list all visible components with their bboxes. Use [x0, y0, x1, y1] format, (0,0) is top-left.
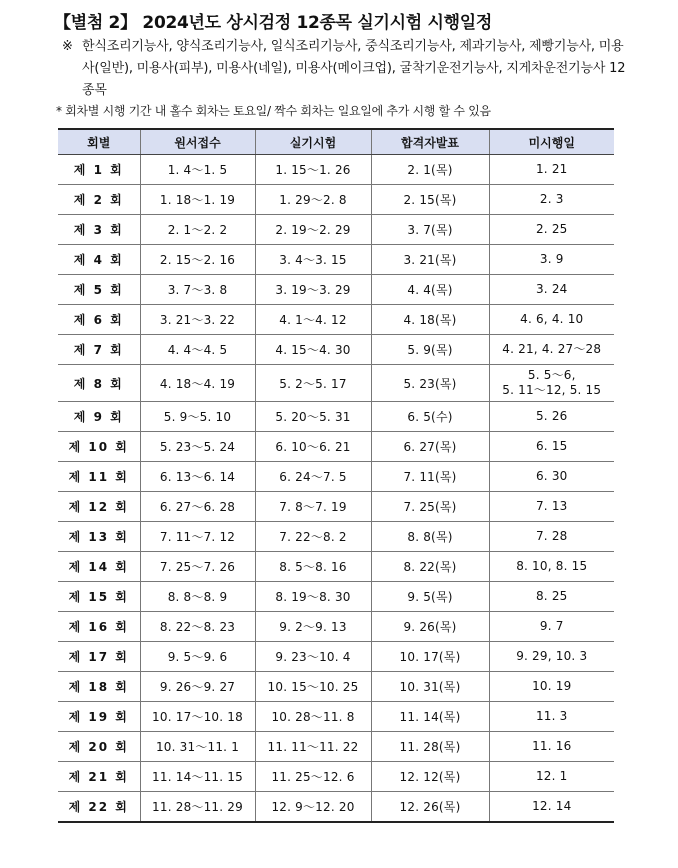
table-row: [58, 672, 614, 702]
round-cell: 제 17 회: [58, 642, 140, 672]
application-period-cell: 11. 14～11. 15: [140, 762, 255, 792]
round-cell: 제 11 회: [58, 462, 140, 492]
non-exam-days-cell: [489, 245, 614, 275]
application-period-cell: 8. 22～8. 23: [140, 612, 255, 642]
exam-period-cell: 11. 11～11. 22: [255, 732, 371, 762]
round-cell: 제 8 회: [58, 365, 140, 402]
page-title: 【별첨 2】 2024년도 상시검정 12종목 실기시험 시행일정: [54, 13, 493, 33]
exam-period-cell: 5. 20～5. 31: [255, 402, 371, 432]
round-cell: 제 20 회: [58, 732, 140, 762]
application-period-cell: 11. 28～11. 29: [140, 792, 255, 823]
non-exam-day-text: 3. 24: [535, 282, 568, 296]
table-row: [58, 432, 614, 462]
header-practical-exam: 실기시험: [255, 129, 371, 155]
round-cell: 제 7 회: [58, 335, 140, 365]
non-exam-days-cell: [489, 792, 614, 823]
round-cell: 제 18 회: [58, 672, 140, 702]
exam-period-cell: 10. 28～11. 8: [255, 702, 371, 732]
application-period-cell: 2. 15～2. 16: [140, 245, 255, 275]
header-application: 원서접수: [140, 129, 255, 155]
exam-period-cell: 12. 9～12. 20: [255, 792, 371, 823]
result-date-cell: 3. 7(목): [371, 215, 489, 245]
non-exam-day-text: 12. 1: [535, 769, 568, 783]
additional-session-note: * 회차별 시행 기간 내 홀수 회차는 토요일/ 짝수 회차는 일요일에 추가 시행 할 수 있음: [56, 104, 491, 118]
exam-period-cell: 4. 1～4. 12: [255, 305, 371, 335]
round-cell: 제 19 회: [58, 702, 140, 732]
round-cell: 제 15 회: [58, 582, 140, 612]
result-date-cell: 2. 15(목): [371, 185, 489, 215]
round-cell: 제 16 회: [58, 612, 140, 642]
result-date-cell: 5. 9(목): [371, 335, 489, 365]
result-date-cell: 4. 18(목): [371, 305, 489, 335]
target-items-note: [62, 36, 632, 102]
application-period-cell: 6. 13～6. 14: [140, 462, 255, 492]
application-period-cell: 8. 8～8. 9: [140, 582, 255, 612]
non-exam-day-text: 5. 11～12, 5. 15: [502, 383, 602, 397]
non-exam-days-cell: [489, 732, 614, 762]
non-exam-day-text: 5. 26: [535, 409, 568, 423]
round-cell: 제 3 회: [58, 215, 140, 245]
non-exam-days-cell: [489, 335, 614, 365]
table-row: [58, 552, 614, 582]
application-period-cell: 4. 4～4. 5: [140, 335, 255, 365]
round-cell: 제 13 회: [58, 522, 140, 552]
non-exam-day-text: 6. 30: [535, 469, 568, 483]
application-period-cell: 9. 26～9. 27: [140, 672, 255, 702]
table-row: [58, 335, 614, 365]
non-exam-day-text: 2. 25: [535, 222, 568, 236]
exam-period-cell: 9. 23～10. 4: [255, 642, 371, 672]
non-exam-day-text: 2. 3: [539, 192, 564, 206]
round-cell: 제 10 회: [58, 432, 140, 462]
non-exam-days-cell: [489, 215, 614, 245]
exam-period-cell: 6. 10～6. 21: [255, 432, 371, 462]
application-period-cell: 3. 7～3. 8: [140, 275, 255, 305]
non-exam-day-text: 4. 6, 4. 10: [520, 312, 584, 326]
result-date-cell: 11. 14(목): [371, 702, 489, 732]
non-exam-days-cell: [489, 702, 614, 732]
non-exam-days-cell: [489, 492, 614, 522]
application-period-cell: 4. 18～4. 19: [140, 365, 255, 402]
result-date-cell: 5. 23(목): [371, 365, 489, 402]
exam-period-cell: 2. 19～2. 29: [255, 215, 371, 245]
application-period-cell: 10. 31～11. 1: [140, 732, 255, 762]
exam-period-cell: 8. 19～8. 30: [255, 582, 371, 612]
table-row: [58, 305, 614, 335]
non-exam-days-cell: [489, 762, 614, 792]
round-cell: 제 12 회: [58, 492, 140, 522]
exam-period-cell: 7. 22～8. 2: [255, 522, 371, 552]
non-exam-days-cell: [489, 185, 614, 215]
table-row: [58, 462, 614, 492]
application-period-cell: 10. 17～10. 18: [140, 702, 255, 732]
round-cell: 제 4 회: [58, 245, 140, 275]
table-row: [58, 492, 614, 522]
result-date-cell: 12. 26(목): [371, 792, 489, 823]
table-row: [58, 702, 614, 732]
table-row: [58, 732, 614, 762]
table-row: [58, 582, 614, 612]
exam-period-cell: 7. 8～7. 19: [255, 492, 371, 522]
result-date-cell: 4. 4(목): [371, 275, 489, 305]
header-non-exam-days: 미시행일: [489, 129, 614, 155]
round-cell: 제 2 회: [58, 185, 140, 215]
application-period-cell: 7. 25～7. 26: [140, 552, 255, 582]
non-exam-day-text: 1. 21: [535, 162, 568, 176]
non-exam-day-text: 8. 10, 8. 15: [516, 559, 588, 573]
non-exam-day-text: 9. 7: [539, 619, 564, 633]
non-exam-day-text: 11. 16: [532, 739, 572, 753]
round-cell: 제 5 회: [58, 275, 140, 305]
round-cell: 제 22 회: [58, 792, 140, 823]
non-exam-day-text: 3. 9: [539, 252, 564, 266]
table-row: [58, 155, 614, 185]
exam-period-cell: 11. 25～12. 6: [255, 762, 371, 792]
table-header-row: [58, 129, 614, 155]
exam-period-cell: 3. 19～3. 29: [255, 275, 371, 305]
non-exam-days-cell: [489, 432, 614, 462]
result-date-cell: 6. 27(목): [371, 432, 489, 462]
result-date-cell: 7. 25(목): [371, 492, 489, 522]
non-exam-days-cell: [489, 462, 614, 492]
application-period-cell: 5. 9～5. 10: [140, 402, 255, 432]
result-date-cell: 10. 17(목): [371, 642, 489, 672]
result-date-cell: 7. 11(목): [371, 462, 489, 492]
non-exam-day-text: 7. 13: [535, 499, 568, 513]
result-date-cell: 10. 31(목): [371, 672, 489, 702]
non-exam-days-cell: [489, 155, 614, 185]
non-exam-days-cell: [489, 612, 614, 642]
result-date-cell: 2. 1(목): [371, 155, 489, 185]
application-period-cell: 7. 11～7. 12: [140, 522, 255, 552]
table-row: [58, 275, 614, 305]
result-date-cell: 3. 21(목): [371, 245, 489, 275]
round-cell: 제 9 회: [58, 402, 140, 432]
table-row: [58, 762, 614, 792]
table-row: [58, 792, 614, 823]
result-date-cell: 11. 28(목): [371, 732, 489, 762]
result-date-cell: 9. 26(목): [371, 612, 489, 642]
application-period-cell: 2. 1～2. 2: [140, 215, 255, 245]
exam-period-cell: 3. 4～3. 15: [255, 245, 371, 275]
non-exam-days-cell: [489, 305, 614, 335]
non-exam-day-text: 6. 15: [535, 439, 568, 453]
result-date-cell: 9. 5(목): [371, 582, 489, 612]
table-row: [58, 402, 614, 432]
exam-period-cell: 1. 29～2. 8: [255, 185, 371, 215]
non-exam-day-text: 4. 21, 4. 27～28: [502, 342, 602, 356]
round-cell: 제 21 회: [58, 762, 140, 792]
round-cell: 제 6 회: [58, 305, 140, 335]
non-exam-days-cell: [489, 275, 614, 305]
round-cell: 제 14 회: [58, 552, 140, 582]
table-row: [58, 185, 614, 215]
table-row: [58, 365, 614, 402]
non-exam-day-text: 10. 19: [532, 679, 572, 693]
application-period-cell: 9. 5～9. 6: [140, 642, 255, 672]
exam-period-cell: 1. 15～1. 26: [255, 155, 371, 185]
application-period-cell: 5. 23～5. 24: [140, 432, 255, 462]
schedule-table: [58, 128, 614, 823]
non-exam-day-text: 7. 28: [535, 529, 568, 543]
non-exam-days-cell: [489, 402, 614, 432]
exam-period-cell: 8. 5～8. 16: [255, 552, 371, 582]
header-round: 회별: [58, 129, 140, 155]
non-exam-day-text: 8. 25: [535, 589, 568, 603]
round-cell: 제 1 회: [58, 155, 140, 185]
table-row: [58, 215, 614, 245]
non-exam-days-cell: [489, 582, 614, 612]
result-date-cell: 6. 5(수): [371, 402, 489, 432]
non-exam-days-cell: [489, 552, 614, 582]
table-body: [58, 155, 614, 823]
exam-period-cell: 9. 2～9. 13: [255, 612, 371, 642]
exam-period-cell: 10. 15～10. 25: [255, 672, 371, 702]
application-period-cell: 3. 21～3. 22: [140, 305, 255, 335]
table-row: [58, 522, 614, 552]
application-period-cell: 1. 4～1. 5: [140, 155, 255, 185]
result-date-cell: 8. 8(목): [371, 522, 489, 552]
note-reference-mark: ※: [62, 39, 73, 54]
table-row: [58, 642, 614, 672]
result-date-cell: 8. 22(목): [371, 552, 489, 582]
table-row: [58, 245, 614, 275]
header-result-announcement: 합격자발표: [371, 129, 489, 155]
non-exam-day-text: 11. 3: [535, 709, 568, 723]
exam-period-cell: 6. 24～7. 5: [255, 462, 371, 492]
non-exam-day-text: 5. 5～6,: [527, 368, 576, 382]
non-exam-day-text: 9. 29, 10. 3: [516, 649, 588, 663]
note-text: 한식조리기능사, 양식조리기능사, 일식조리기능사, 중식조리기능사, 제과기능사, 제빵기능사, 미용사(일반), 미용사(피부), 미용사(네일), 미용사(메이크업), 굴착기운전기능사, 지게차운전기능사 12종목: [82, 39, 626, 98]
non-exam-days-cell: [489, 672, 614, 702]
exam-period-cell: 5. 2～5. 17: [255, 365, 371, 402]
application-period-cell: 1. 18～1. 19: [140, 185, 255, 215]
result-date-cell: 12. 12(목): [371, 762, 489, 792]
table-row: [58, 612, 614, 642]
application-period-cell: 6. 27～6. 28: [140, 492, 255, 522]
exam-period-cell: 4. 15～4. 30: [255, 335, 371, 365]
non-exam-day-text: 12. 14: [532, 799, 572, 813]
non-exam-days-cell: [489, 365, 614, 402]
non-exam-days-cell: [489, 642, 614, 672]
non-exam-days-cell: [489, 522, 614, 552]
